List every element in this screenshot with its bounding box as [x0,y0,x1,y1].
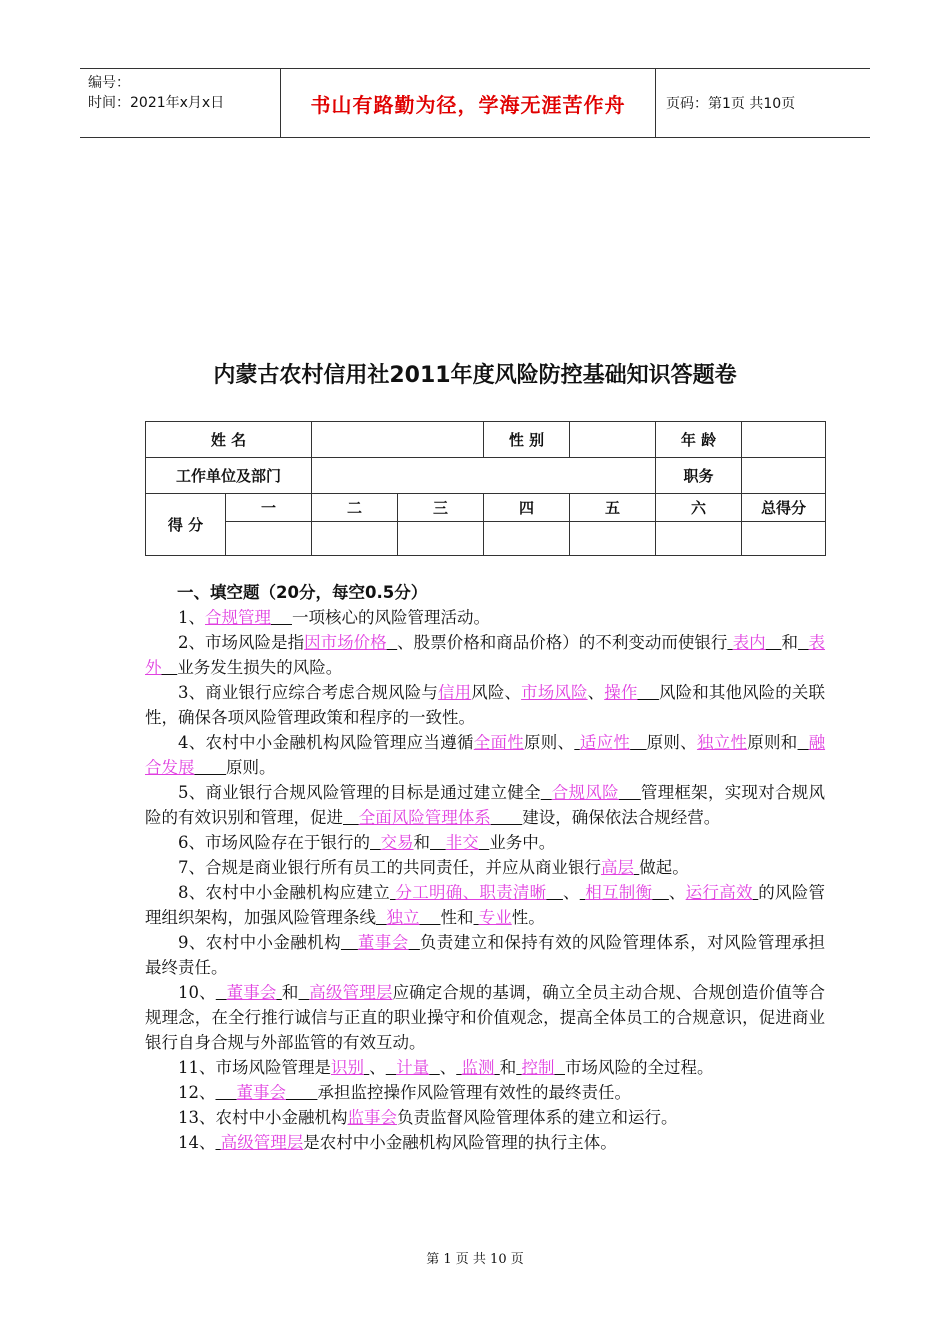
question-14: 14、 高级管理层是农村中小金融机构风险管理的执行主体。 [178,1133,617,1152]
header-motto: 书山有路勤为径，学海无涯苦作舟 [310,92,626,117]
answer: 表外 [145,633,826,677]
score-col-3: 三 [398,494,484,522]
answer: 计量 [396,1058,430,1077]
header-motto-cell [280,69,656,137]
page-footer: 第 1 页 共 10 页 [426,1252,524,1267]
question-10: 10、 董事会 和 高级管理层应确定合规的基调，确立全员主动合规、合规创造价值等合规理念，在全行推行诚信与正直的职业操守和价值观念，提高全体员工的合规意识，促进商业银行自身合规与外部监管的有效互动。 [145,983,826,1052]
answer: 因市场价格 [304,633,387,652]
answer: 高级管理层 [220,1133,304,1152]
page-header [80,68,870,138]
answer: 表内 [732,633,766,652]
answer: 高层 [601,858,634,877]
question-3: 3、商业银行应综合考虑合规风险与信用风险、市场风险、操作 风险和其他风险的关联性，确保各项风险管理政策和程序的一致性。 [145,683,826,727]
score-cell-3[interactable] [398,522,484,556]
answer: 董事会 [357,933,409,952]
answer: 独立性 [696,733,748,752]
answer: 市场风险 [521,683,588,702]
score-cell-6[interactable] [656,522,742,556]
question-1: 1、合规管理 一项核心的风险管理活动。 [178,608,490,627]
answer: 合规管理 [205,608,271,627]
questions-body [145,580,825,1155]
age-label: 年 龄 [656,422,742,458]
answer: 分工明确、职责清晰 [395,883,547,902]
answer: 交易 [380,833,414,852]
question-7: 7、合规是商业银行所有员工的共同责任，并应从商业银行高层 做起。 [178,858,689,877]
answer: 控制 [521,1058,555,1077]
score-cell-5[interactable] [570,522,656,556]
question-9: 9、农村中小金融机构 董事会 负责建立和保持有效的风险管理体系，对风险管理承担最终责任。 [145,933,826,977]
answer: 适应性 [579,733,631,752]
answer: 非交 [445,833,479,852]
gender-field[interactable] [570,422,656,458]
answer: 监测 [461,1058,495,1077]
answer: 监事会 [347,1108,397,1127]
header-meta [80,69,280,137]
unit-field[interactable] [312,458,656,494]
position-field[interactable] [742,458,826,494]
answer: 信用 [437,683,472,702]
score-col-total: 总得分 [742,494,826,522]
answer: 专业 [478,908,512,927]
question-12: 12、 董事会 承担监控操作风险管理有效性的最终责任。 [178,1083,631,1102]
score-col-4: 四 [484,494,570,522]
document-title: 内蒙古农村信用社2011年度风险防控基础知识答题卷 [213,363,737,388]
answer: 融合发展 [145,733,826,777]
answer: 操作 [604,683,638,702]
serial-label: 编号： [88,75,130,91]
answer: 相互制衡 [585,883,653,902]
score-cell-total[interactable] [742,522,826,556]
score-cell-4[interactable] [484,522,570,556]
name-label: 姓 名 [146,422,312,458]
section-heading: 一、填空题（20分，每空0.5分） [177,583,428,602]
answer: 全面风险管理体系 [358,808,491,827]
score-col-2: 二 [312,494,398,522]
question-11: 11、市场风险管理是识别 、 计量 、 监测 和 控制 市场风险的全过程。 [178,1058,714,1077]
header-page-info: 页码：第1页 共10页 [666,96,796,112]
unit-label: 工作单位及部门 [146,458,312,494]
answer: 全面性 [473,733,525,752]
gender-label: 性 别 [484,422,570,458]
score-col-1: 一 [226,494,312,522]
answer: 运行高效 [685,883,753,902]
answer: 董事会 [226,983,277,1002]
answer: 独立 [386,908,420,927]
score-cell-2[interactable] [312,522,398,556]
question-6: 6、市场风险存在于银行的 交易和 非交 业务中。 [178,833,556,852]
answer: 识别 [331,1058,364,1077]
question-8: 8、农村中小金融机构应建立 分工明确、职责清晰 、 相互制衡 、运行高效 的风险管理组织架构，加强风险管理条线 独立 性和 专业性。 [145,883,826,927]
score-cell-1[interactable] [226,522,312,556]
score-label: 得 分 [146,494,226,556]
answer: 合规风险 [551,783,619,802]
question-2: 2、市场风险是指因市场价格 、股票价格和商品价格）的不利变动而使银行 表内 和 表外 业务发生损失的风险。 [145,633,826,677]
answer: 董事会 [236,1083,286,1102]
info-table [145,421,826,556]
question-5: 5、商业银行合规风险管理的目标是通过建立健全 合规风险 管理框架，实现对合规风险的有效识别和管理，促进 全面风险管理体系 建设，确保依法合规经营。 [145,783,826,827]
question-4: 4、农村中小金融机构风险管理应当遵循全面性原则、 适应性 原则、独立性原则和 融合发展 原则。 [145,733,826,777]
age-field[interactable] [742,422,826,458]
score-col-6: 六 [656,494,742,522]
score-col-5: 五 [570,494,656,522]
position-label: 职务 [656,458,742,494]
question-13: 13、农村中小金融机构监事会负责监督风险管理体系的建立和运行。 [178,1108,678,1127]
name-field[interactable] [312,422,484,458]
date-label: 时间：2021年x月x日 [88,95,225,111]
answer: 高级管理层 [309,983,393,1002]
